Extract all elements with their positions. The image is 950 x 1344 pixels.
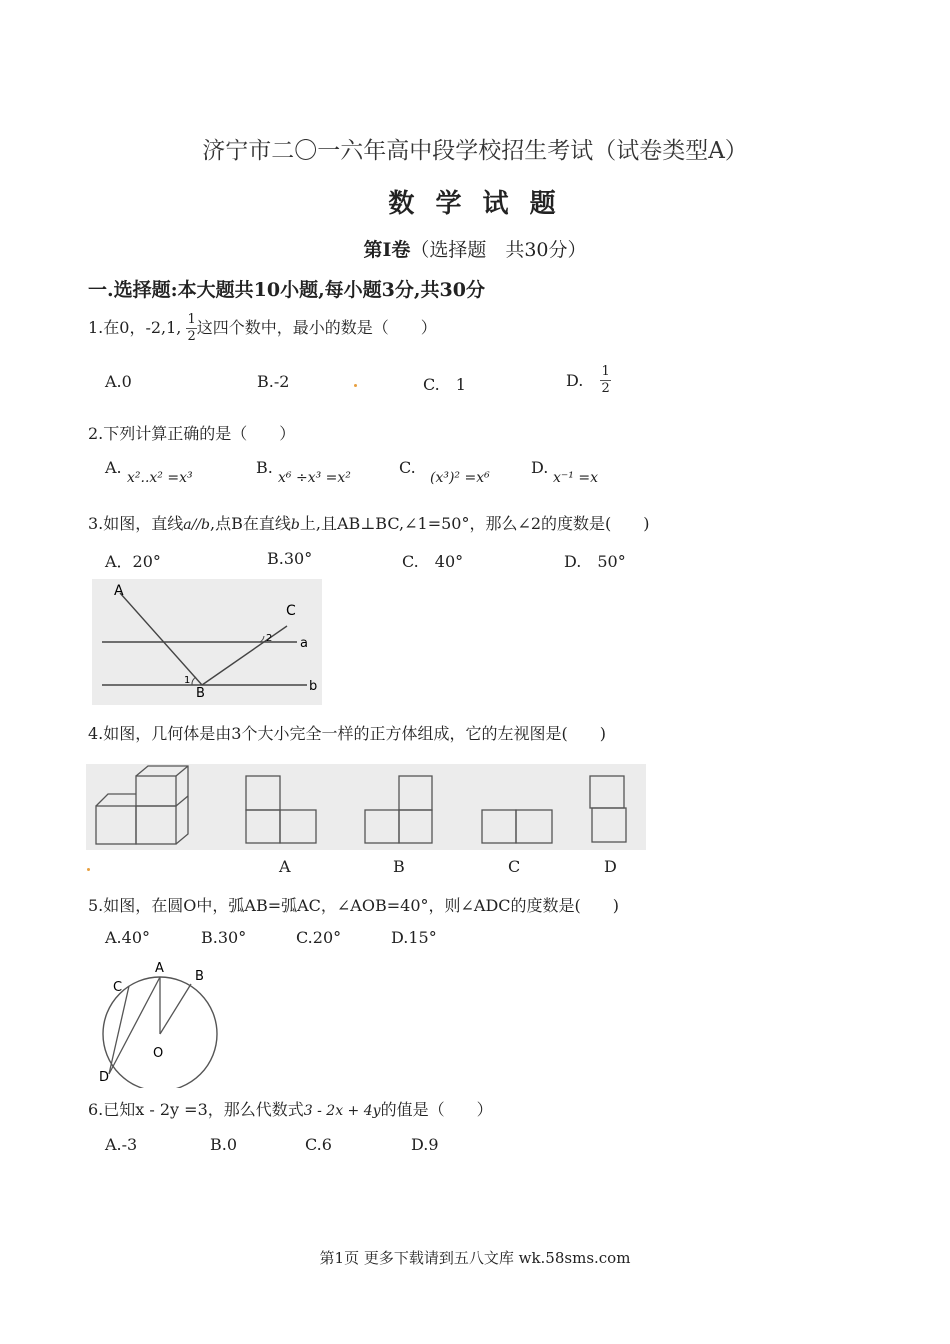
q2-c-expr: (x³)² =x⁶ (430, 470, 490, 486)
section-heading: 一.选择题:本大题共10小题,每小题3分,共30分 (88, 279, 485, 301)
q1-stem-a: 1.在0，-2,1, (88, 318, 182, 337)
q2-a-expr: x²..x² =x³ (127, 470, 193, 486)
exam-subtitle: 数 学 试 题 (388, 189, 562, 219)
label-a-point: A (114, 583, 124, 599)
label-c-point: C (286, 603, 296, 619)
q1-option-b[interactable]: B.-2 (257, 372, 290, 391)
q1-option-d-label: D. (566, 371, 584, 390)
q2-b-label: B. (256, 458, 273, 477)
q3-stem-a: 3.如图，直线 (88, 514, 184, 533)
q1-d-num: 1 (601, 364, 610, 379)
q6-stem-a: 6.已知x - 2y =3，那么代数式 (88, 1100, 304, 1119)
q6-option-c[interactable]: C.6 (305, 1135, 332, 1154)
question-4-stem: 4.如图，几何体是由3个大小完全一样的正方体组成，它的左视图是( ) (88, 724, 606, 743)
q5-option-c[interactable]: C.20° (296, 928, 342, 947)
q4-option-b[interactable]: B (393, 857, 405, 876)
q1-option-a[interactable]: A.0 (105, 372, 132, 391)
q5-option-d[interactable]: D.15° (391, 928, 437, 947)
q6-option-b[interactable]: B.0 (210, 1135, 238, 1154)
q2-d-label: D. (531, 458, 549, 477)
q3-stem-c: 上,且AB⊥BC,∠1=50°，那么∠2的度数是( ) (299, 514, 650, 533)
q2-d-expr: x⁻¹ =x (553, 470, 598, 486)
stray-mark-2 (87, 868, 90, 871)
label-line-b: b (309, 679, 318, 694)
part-label: 第Ⅰ卷 (363, 239, 411, 261)
q2-option-a[interactable] (105, 458, 122, 477)
q4-figure-bg (86, 764, 646, 850)
q3-option-a[interactable]: A．20° (105, 552, 161, 571)
label-b-point: B (196, 686, 205, 701)
q1-frac-num: 1 (187, 312, 196, 327)
label-line-a: a (300, 636, 308, 651)
segment-ob (160, 984, 191, 1034)
q1-frac-den: 2 (187, 329, 196, 344)
q3-math-b: b (290, 517, 300, 533)
label-angle-1: 1 (184, 675, 191, 686)
label-angle-2: 2 (266, 633, 273, 644)
q1-d-den: 2 (601, 381, 610, 396)
q3-figure (92, 579, 322, 705)
q3-math-ab: a//b (183, 517, 211, 533)
q2-option-b[interactable] (256, 458, 273, 477)
question-5-stem: 5.如图，在圆O中，弧AB=弧AC，∠AOB=40°，则∠ADC的度数是( ) (88, 896, 620, 915)
part-heading (0, 235, 950, 262)
q1-option-d[interactable] (566, 364, 611, 397)
label-b: B (195, 969, 204, 984)
q2-c-label: C. (399, 458, 416, 477)
q1-stem-b: 这四个数中，最小的数是（ ） (196, 318, 437, 337)
question-3-stem (88, 511, 650, 534)
q6-stem-b: 的值是（ ） (380, 1100, 493, 1119)
q6-expr: 3 - 2x + 4y (303, 1103, 381, 1119)
q2-b-expr: x⁶ ÷x³ =x² (278, 470, 351, 486)
page-footer: 第1页 更多下载请到五八文库 wk.58sms.com (319, 1249, 631, 1267)
q1-option-d-fraction (600, 364, 610, 397)
q5-option-a[interactable]: A.40° (105, 928, 150, 947)
q6-option-d[interactable]: D.9 (411, 1135, 439, 1154)
question-6-stem (88, 1097, 493, 1120)
q1-fraction (186, 312, 196, 345)
segment-cd (109, 986, 129, 1074)
q3-option-c[interactable]: C. 40° (402, 552, 464, 571)
label-c: C (113, 980, 123, 995)
q2-a-label: A. (105, 458, 122, 477)
q3-option-d[interactable]: D. 50° (564, 552, 626, 571)
label-a: A (155, 961, 164, 976)
q3-stem-b: ,点B在直线 (210, 514, 291, 533)
q4-option-a[interactable]: A (279, 857, 291, 876)
q2-option-c[interactable] (399, 458, 416, 477)
label-d: D (99, 1070, 110, 1085)
exam-title: 济宁市二〇一六年高中段学校招生考试（试卷类型A） (202, 138, 748, 164)
stray-mark (354, 384, 357, 387)
question-1-stem (88, 312, 437, 345)
q1-option-c[interactable]: C. 1 (423, 375, 466, 394)
q3-option-b[interactable]: B.30° (267, 549, 313, 568)
q4-option-c[interactable]: C (508, 857, 521, 876)
question-2-stem: 2.下列计算正确的是（ ） (88, 424, 296, 443)
q5-option-b[interactable]: B.30° (201, 928, 247, 947)
part-desc: （选择题 共30分） (410, 239, 587, 261)
q5-figure (96, 958, 226, 1088)
q2-option-d[interactable] (531, 458, 548, 477)
label-o: O (153, 1046, 164, 1061)
q4-option-d[interactable]: D (604, 857, 617, 876)
q6-option-a[interactable]: A.-3 (105, 1135, 138, 1154)
q4-figure (86, 764, 646, 850)
